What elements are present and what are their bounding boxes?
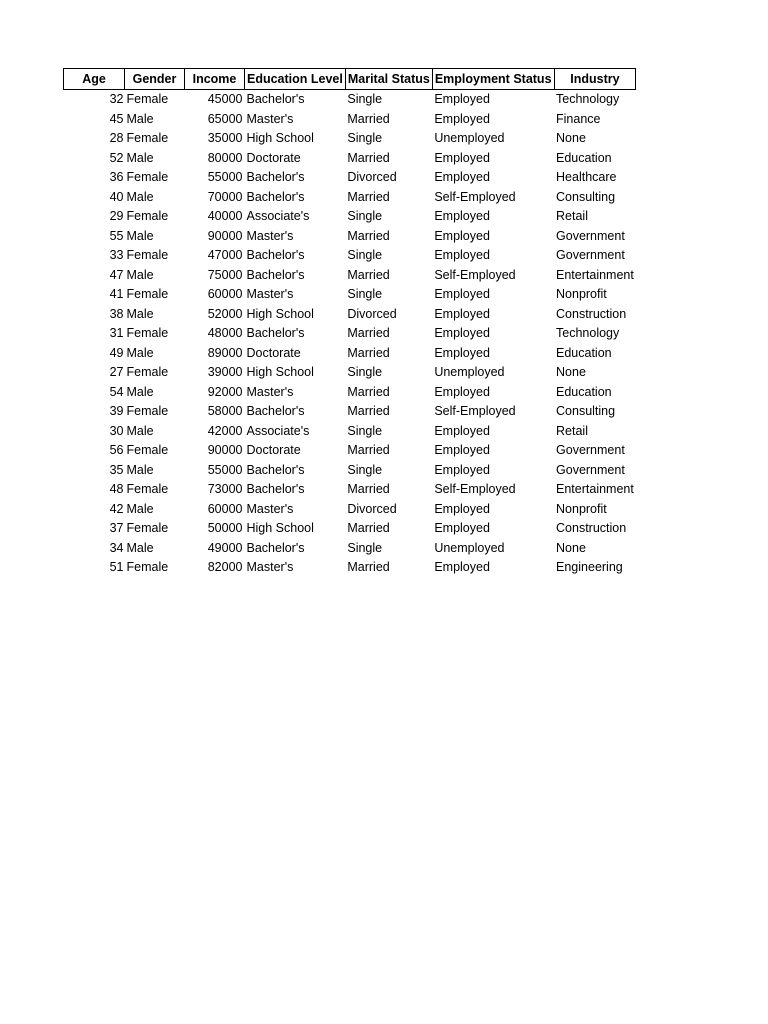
employment-status-cell: Self-Employed xyxy=(434,189,516,204)
gender-cell: Female xyxy=(126,170,169,184)
marital-status-cell: Married xyxy=(347,560,390,574)
age-cell: 29 xyxy=(109,209,124,223)
table-row xyxy=(64,149,636,169)
gender-cell: Female xyxy=(126,443,169,457)
gender-cell: Male xyxy=(126,345,154,360)
income-cell: 80000 xyxy=(207,150,243,165)
income-cell: 48000 xyxy=(207,326,243,340)
education-cell: Bachelor's xyxy=(246,482,305,496)
income-cell: 49000 xyxy=(207,540,243,555)
age-cell: 38 xyxy=(109,306,124,321)
industry-cell: Healthcare xyxy=(556,170,617,184)
industry-cell: Construction xyxy=(556,306,627,321)
marital-status-cell: Married xyxy=(347,384,390,399)
table-row xyxy=(64,461,636,481)
table-row xyxy=(64,246,636,266)
gender-cell: Male xyxy=(126,228,154,243)
industry-cell: Government xyxy=(556,228,625,243)
employment-status-cell: Employed xyxy=(434,462,490,477)
industry-cell: Education xyxy=(556,345,612,360)
education-cell: Bachelor's xyxy=(246,540,305,555)
age-cell: 27 xyxy=(109,365,124,379)
marital-status-cell: Single xyxy=(347,209,383,223)
age-cell: 47 xyxy=(109,267,124,282)
employment-status-cell: Unemployed xyxy=(434,365,505,379)
education-cell: Bachelor's xyxy=(246,404,305,418)
table-row xyxy=(64,266,636,286)
table-row xyxy=(64,129,636,149)
employment-status-cell: Employed xyxy=(434,92,490,106)
gender-cell: Female xyxy=(126,521,169,535)
income-cell: 90000 xyxy=(207,443,243,457)
table-row xyxy=(64,344,636,364)
industry-cell: Education xyxy=(556,384,612,399)
education-cell: Bachelor's xyxy=(246,189,305,204)
education-cell: Bachelor's xyxy=(246,462,305,477)
income-cell: 82000 xyxy=(207,560,243,574)
gender-cell: Male xyxy=(126,111,154,126)
education-cell: Master's xyxy=(246,560,294,574)
marital-status-cell: Single xyxy=(347,92,383,106)
income-cell: 92000 xyxy=(207,384,243,399)
marital-status-cell: Married xyxy=(347,189,390,204)
gender-cell: Male xyxy=(126,189,154,204)
gender-cell: Female xyxy=(126,92,169,106)
age-cell: 30 xyxy=(109,423,124,438)
spreadsheet-page xyxy=(63,68,636,578)
industry-cell: Finance xyxy=(556,111,601,126)
header-gender: Gender xyxy=(125,69,185,90)
employment-status-cell: Unemployed xyxy=(434,540,505,555)
marital-status-cell: Married xyxy=(347,482,390,496)
industry-cell: Construction xyxy=(556,521,627,535)
industry-cell: Government xyxy=(556,462,625,477)
table-row xyxy=(64,363,636,383)
age-cell: 39 xyxy=(109,404,124,418)
gender-cell: Male xyxy=(126,150,154,165)
income-cell: 65000 xyxy=(207,111,243,126)
income-cell: 50000 xyxy=(207,521,243,535)
marital-status-cell: Married xyxy=(347,443,390,457)
industry-cell: None xyxy=(556,365,586,379)
employment-status-cell: Employed xyxy=(434,209,490,223)
table-row xyxy=(64,188,636,208)
income-cell: 73000 xyxy=(207,482,243,496)
income-cell: 75000 xyxy=(207,267,243,282)
employment-status-cell: Employed xyxy=(434,560,490,574)
gender-cell: Male xyxy=(126,501,154,516)
income-cell: 89000 xyxy=(207,345,243,360)
table-row xyxy=(64,480,636,500)
employment-status-cell: Employed xyxy=(434,345,490,360)
age-cell: 55 xyxy=(109,228,124,243)
gender-cell: Female xyxy=(126,404,169,418)
industry-cell: None xyxy=(556,540,586,555)
employment-status-cell: Employed xyxy=(434,521,490,535)
gender-cell: Female xyxy=(126,326,169,340)
age-cell: 32 xyxy=(109,92,124,106)
marital-status-cell: Single xyxy=(347,131,383,145)
industry-cell: Government xyxy=(556,248,625,262)
age-cell: 45 xyxy=(109,111,124,126)
gender-cell: Female xyxy=(126,287,169,301)
header-age: Age xyxy=(64,69,125,90)
income-cell: 70000 xyxy=(207,189,243,204)
marital-status-cell: Married xyxy=(347,150,390,165)
age-cell: 34 xyxy=(109,540,124,555)
age-cell: 48 xyxy=(109,482,124,496)
header-marital-status: Marital Status xyxy=(345,69,432,90)
table-row xyxy=(64,168,636,188)
employment-status-cell: Employed xyxy=(434,287,490,301)
education-cell: Master's xyxy=(246,111,294,126)
table-row xyxy=(64,227,636,247)
education-cell: Master's xyxy=(246,228,294,243)
gender-cell: Male xyxy=(126,540,154,555)
age-cell: 40 xyxy=(109,189,124,204)
gender-cell: Female xyxy=(126,482,169,496)
gender-cell: Male xyxy=(126,384,154,399)
table-row xyxy=(64,441,636,461)
gender-cell: Female xyxy=(126,560,169,574)
header-income: Income xyxy=(185,69,245,90)
education-cell: High School xyxy=(246,521,314,535)
income-cell: 35000 xyxy=(207,131,243,145)
industry-cell: Technology xyxy=(556,326,620,340)
age-cell: 52 xyxy=(109,150,124,165)
employment-status-cell: Employed xyxy=(434,501,490,516)
industry-cell: Consulting xyxy=(556,404,616,418)
employment-status-cell: Employed xyxy=(434,111,490,126)
employment-status-cell: Employed xyxy=(434,150,490,165)
age-cell: 33 xyxy=(109,248,124,262)
marital-status-cell: Single xyxy=(347,423,383,438)
marital-status-cell: Married xyxy=(347,228,390,243)
industry-cell: Nonprofit xyxy=(556,501,607,516)
age-cell: 41 xyxy=(109,287,124,301)
education-cell: Bachelor's xyxy=(246,92,305,106)
gender-cell: Female xyxy=(126,248,169,262)
income-cell: 60000 xyxy=(207,287,243,301)
marital-status-cell: Single xyxy=(347,462,383,477)
marital-status-cell: Married xyxy=(347,345,390,360)
employment-status-cell: Self-Employed xyxy=(434,404,516,418)
education-cell: Doctorate xyxy=(246,150,301,165)
education-cell: Bachelor's xyxy=(246,248,305,262)
table-row xyxy=(64,519,636,539)
education-cell: Associate's xyxy=(246,423,310,438)
industry-cell: Entertainment xyxy=(556,482,634,496)
table-row xyxy=(64,90,636,110)
table-row xyxy=(64,285,636,305)
income-cell: 55000 xyxy=(207,462,243,477)
table-row xyxy=(64,305,636,325)
income-cell: 52000 xyxy=(207,306,243,321)
marital-status-cell: Single xyxy=(347,540,383,555)
gender-cell: Male xyxy=(126,462,154,477)
table-row xyxy=(64,558,636,578)
industry-cell: None xyxy=(556,131,586,145)
table-row xyxy=(64,110,636,130)
income-cell: 60000 xyxy=(207,501,243,516)
industry-cell: Retail xyxy=(556,209,588,223)
income-cell: 55000 xyxy=(207,170,243,184)
marital-status-cell: Married xyxy=(347,404,390,418)
table-row xyxy=(64,422,636,442)
marital-status-cell: Married xyxy=(347,521,390,535)
income-cell: 40000 xyxy=(207,209,243,223)
age-cell: 54 xyxy=(109,384,124,399)
table-row xyxy=(64,207,636,227)
age-cell: 37 xyxy=(109,521,124,535)
education-cell: High School xyxy=(246,306,314,321)
education-cell: Bachelor's xyxy=(246,267,305,282)
age-cell: 35 xyxy=(109,462,124,477)
data-table xyxy=(63,68,636,578)
education-cell: Master's xyxy=(246,384,294,399)
industry-cell: Nonprofit xyxy=(556,287,607,301)
industry-cell: Consulting xyxy=(556,189,616,204)
education-cell: High School xyxy=(246,131,314,145)
income-cell: 58000 xyxy=(207,404,243,418)
employment-status-cell: Self-Employed xyxy=(434,267,516,282)
education-cell: Bachelor's xyxy=(246,326,305,340)
education-cell: Master's xyxy=(246,287,294,301)
marital-status-cell: Single xyxy=(347,365,383,379)
marital-status-cell: Divorced xyxy=(347,501,397,516)
education-cell: Doctorate xyxy=(246,443,301,457)
income-cell: 47000 xyxy=(207,248,243,262)
header-industry: Industry xyxy=(554,69,636,90)
industry-cell: Technology xyxy=(556,92,620,106)
header-employment-status: Employment Status xyxy=(432,69,554,90)
education-cell: Bachelor's xyxy=(246,170,305,184)
employment-status-cell: Employed xyxy=(434,248,490,262)
gender-cell: Male xyxy=(126,267,154,282)
age-cell: 31 xyxy=(109,326,124,340)
header-education-level: Education Level xyxy=(245,69,346,90)
marital-status-cell: Divorced xyxy=(347,170,397,184)
age-cell: 36 xyxy=(109,170,124,184)
income-cell: 45000 xyxy=(207,92,243,106)
industry-cell: Retail xyxy=(556,423,588,438)
table-row xyxy=(64,500,636,520)
income-cell: 90000 xyxy=(207,228,243,243)
education-cell: Doctorate xyxy=(246,345,301,360)
employment-status-cell: Employed xyxy=(434,228,490,243)
education-cell: High School xyxy=(246,365,314,379)
marital-status-cell: Single xyxy=(347,248,383,262)
age-cell: 42 xyxy=(109,501,124,516)
table-row xyxy=(64,324,636,344)
employment-status-cell: Employed xyxy=(434,384,490,399)
employment-status-cell: Employed xyxy=(434,306,490,321)
employment-status-cell: Employed xyxy=(434,443,490,457)
gender-cell: Female xyxy=(126,209,169,223)
age-cell: 56 xyxy=(109,443,124,457)
table-row xyxy=(64,402,636,422)
age-cell: 51 xyxy=(109,560,124,574)
employment-status-cell: Employed xyxy=(434,423,490,438)
employment-status-cell: Employed xyxy=(434,170,490,184)
education-cell: Associate's xyxy=(246,209,310,223)
income-cell: 39000 xyxy=(207,365,243,379)
marital-status-cell: Divorced xyxy=(347,306,397,321)
income-cell: 42000 xyxy=(207,423,243,438)
age-cell: 49 xyxy=(109,345,124,360)
marital-status-cell: Single xyxy=(347,287,383,301)
header-row xyxy=(64,69,636,90)
gender-cell: Female xyxy=(126,365,169,379)
employment-status-cell: Unemployed xyxy=(434,131,505,145)
industry-cell: Engineering xyxy=(556,560,623,574)
age-cell: 28 xyxy=(109,131,124,145)
gender-cell: Male xyxy=(126,423,154,438)
industry-cell: Education xyxy=(556,150,612,165)
industry-cell: Government xyxy=(556,443,625,457)
marital-status-cell: Married xyxy=(347,326,390,340)
table-row xyxy=(64,539,636,559)
marital-status-cell: Married xyxy=(347,111,390,126)
education-cell: Master's xyxy=(246,501,294,516)
gender-cell: Male xyxy=(126,306,154,321)
marital-status-cell: Married xyxy=(347,267,390,282)
employment-status-cell: Employed xyxy=(434,326,490,340)
table-row xyxy=(64,383,636,403)
industry-cell: Entertainment xyxy=(556,267,634,282)
table-body xyxy=(64,90,636,578)
gender-cell: Female xyxy=(126,131,169,145)
employment-status-cell: Self-Employed xyxy=(434,482,516,496)
